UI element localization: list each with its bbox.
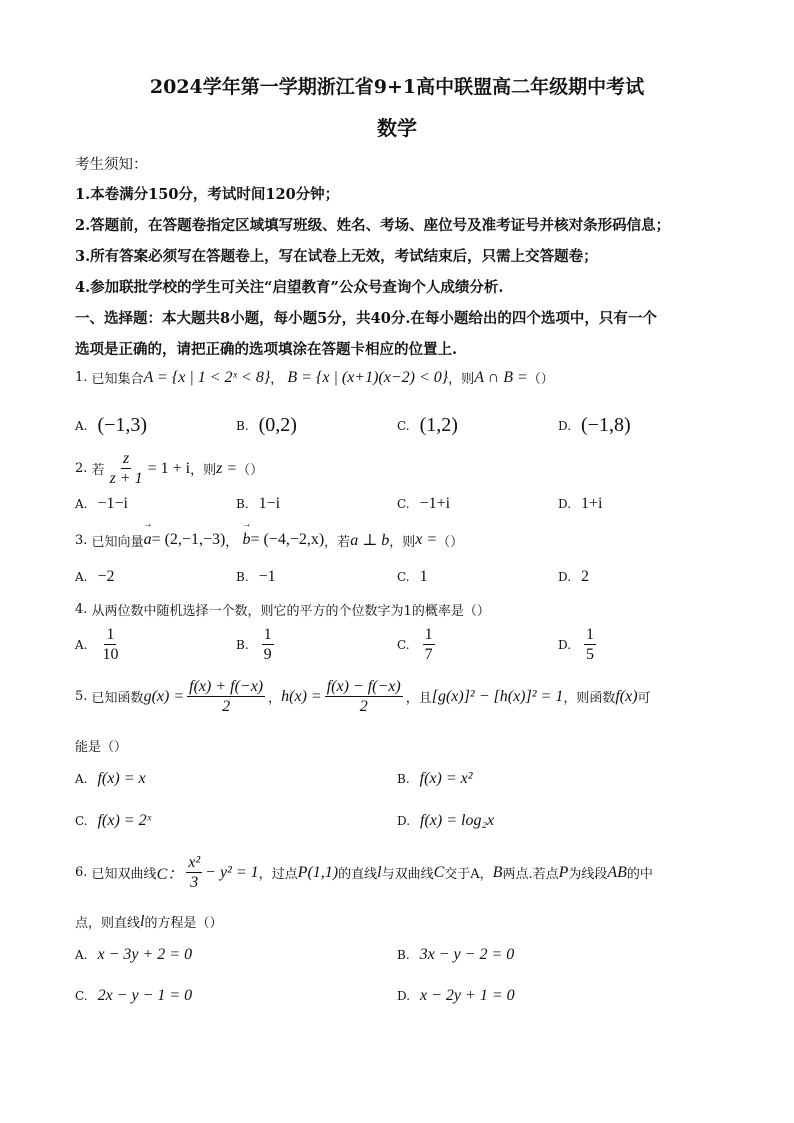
- q3-option-d[interactable]: D. 2: [558, 568, 590, 585]
- q6-option-b[interactable]: B. 3x − y − 2 = 0: [397, 946, 515, 963]
- q2-option-a[interactable]: A. −1−i: [75, 495, 128, 512]
- q2-option-d[interactable]: D. 1+i: [558, 495, 603, 512]
- h-fraction: $\frac{f(x) - f(-x)}{2}$: [326, 678, 401, 715]
- exam-title: 2024学年第一学期浙江省9+1高中联盟高二年级期中考试: [149, 76, 645, 98]
- q5-option-b[interactable]: B. f(x) = x²: [397, 770, 473, 787]
- g-fraction: $\frac{f(x) + f(-x)}{2}$: [189, 678, 264, 715]
- set-a: A = {x | 1 < 2ˣ < 8}: [143, 368, 271, 386]
- q4-option-b[interactable]: B. $\frac{1}{9}$: [236, 626, 272, 663]
- q6-option-a[interactable]: A. x − 3y + 2 = 0: [75, 946, 193, 963]
- question-3-stem: 3. 已知向量 → a = (2,−1,−3) ， → b = (−4,−2,x) ，若 a ⊥ b ，则 x = （）: [75, 530, 463, 550]
- q3-option-b[interactable]: B. −1: [236, 568, 276, 585]
- q1-option-a[interactable]: A. (−1,3): [75, 414, 148, 436]
- question-6-stem-line-2: 点，则直线 l 的方程是（）: [75, 912, 223, 931]
- q2-fraction: $\frac{z}{z + 1}$: [109, 450, 143, 487]
- q1-option-b[interactable]: B. (0,2): [236, 414, 297, 436]
- q1-option-c[interactable]: C. (1,2): [397, 414, 458, 436]
- vector-a: → a: [144, 531, 152, 549]
- q4-option-a[interactable]: A. $\frac{1}{10}$: [75, 626, 119, 663]
- q2-option-b[interactable]: B. 1−i: [236, 495, 281, 512]
- question-1-stem: 1. 已知集合 A = {x | 1 < 2ˣ < 8} ， B = {x | (x+1)(x−2) < 0} ，则 A ∩ B = （）: [75, 368, 554, 387]
- question-5-stem-line-2: 能是（）: [75, 740, 128, 755]
- q6-option-d[interactable]: D. x − 2y + 1 = 0: [397, 987, 515, 1004]
- q1-option-d[interactable]: D. (−1,8): [558, 414, 631, 436]
- q5-option-a[interactable]: A. f(x) = x: [75, 770, 146, 787]
- question-4-stem: 4. 从两位数中随机选择一个数，则它的平方的个位数字为1的概率是（）: [75, 602, 490, 619]
- question-6-stem: 6. 已知双曲线 C： $\frac{\text{x²}}{3}$ − y² = 1 ，过点 P(1,1) 的直线 l 与双曲线 C 交于A， B 两点.若点 P 为线段 AB 的中: [75, 854, 653, 891]
- q3-option-a[interactable]: A. −2: [75, 568, 115, 585]
- set-b: B = {x | (x+1)(x−2) < 0}: [287, 368, 449, 386]
- hyperbola-fraction: $\frac{\text{x²}}{3}$: [188, 854, 201, 891]
- notice-item-1: 1.本卷满分150分，考试时间120分钟；: [75, 186, 340, 203]
- question-5-stem: 5. 已知函数 g(x) = $\frac{f(x) + f(-x)}{2}$ ， h(x) = $\frac{f(x) - f(-x)}{2}$ ，且 [g(x)]² − [h(x)]² = 1 ，则函数 f(x) 可: [75, 678, 651, 715]
- q2-option-c[interactable]: C. −1+i: [397, 495, 451, 512]
- notice-item-2: 2.答题前，在答题卷指定区域填写班级、姓名、考场、座位号及准考证号并核对条形码信息；: [75, 217, 671, 234]
- notice-heading: 考生须知：: [75, 157, 148, 173]
- q5-option-c[interactable]: C. f(x) = 2ˣ: [75, 812, 152, 829]
- section-1-heading-line-1: 一、选择题：本大题共8小题，每小题5分，共40分.在每小题给出的四个选项中，只有一个: [75, 310, 657, 327]
- subject-title: 数学: [377, 116, 417, 140]
- q4-option-c[interactable]: C. $\frac{1}{7}$: [397, 626, 433, 663]
- notice-item-4: 4.参加联批学校的学生可关注“启望教育”公众号查询个人成绩分析.: [75, 279, 504, 296]
- question-2-stem: 2. 若 $\frac{z}{z + 1}$ = 1 + i ，则 z = （）: [75, 450, 264, 487]
- q4-option-d[interactable]: D. $\frac{1}{5}$: [558, 626, 595, 663]
- q6-option-c[interactable]: C. 2x − y − 1 = 0: [75, 987, 193, 1004]
- vector-b: → b: [242, 531, 250, 549]
- section-1-heading-line-2: 选项是正确的，请把正确的选项填涂在答题卡相应的位置上.: [75, 341, 458, 358]
- notice-item-3: 3.所有答案必须写在答题卷上，写在试卷上无效，考试结束后，只需上交答题卷；: [75, 248, 598, 265]
- q5-option-d[interactable]: D. f(x) = log₂x: [397, 812, 495, 829]
- q3-option-c[interactable]: C. 1: [397, 568, 428, 585]
